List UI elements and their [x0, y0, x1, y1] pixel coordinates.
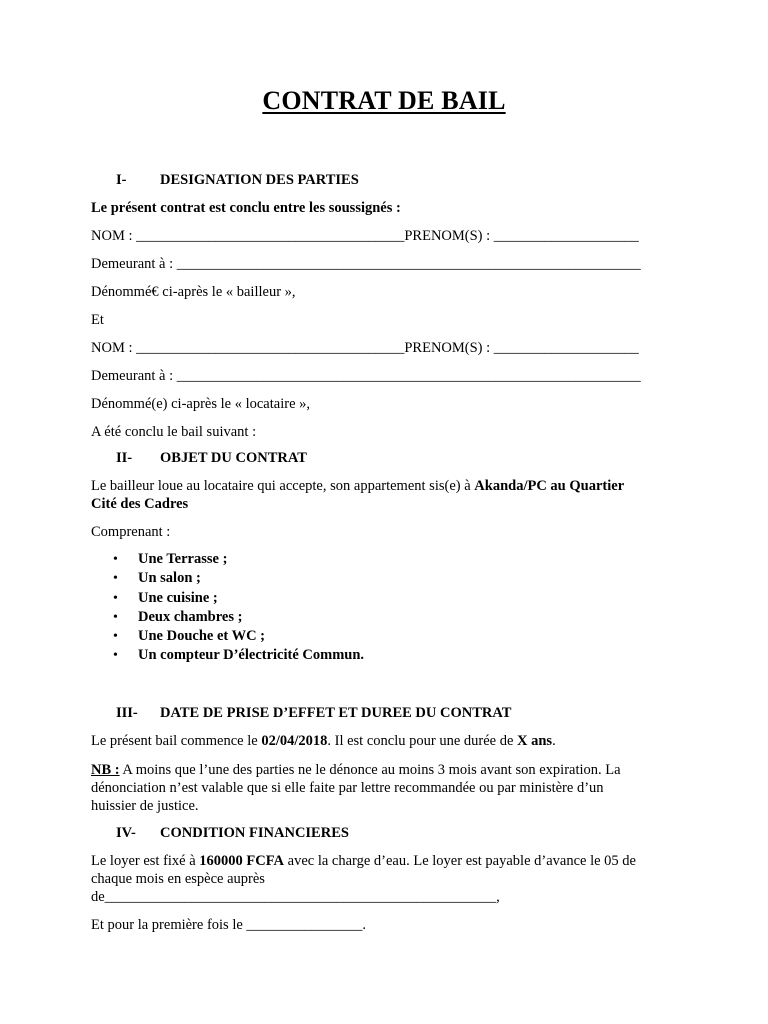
- start-date: 02/04/2018: [261, 733, 328, 749]
- loyer-text: avec la charge d’eau. Le loyer est payable d’avance le 05 de: [284, 853, 636, 869]
- objet-text: Le bailleur loue au locataire qui accepte, son appartement sis(e) à: [91, 478, 475, 494]
- date-text: Le présent bail commence le: [91, 733, 262, 749]
- nb-line1: [91, 762, 621, 779]
- bail-conclu-text: A été conclu le bail suivant :: [91, 424, 257, 440]
- comprenant-label: Comprenant :: [91, 524, 171, 540]
- demeurant-line: Demeurant à : ________________________________________________________________: [91, 368, 641, 384]
- nb-line3: huissier de justice.: [91, 798, 199, 814]
- objet-location: Akanda/PC au Quartier: [474, 478, 625, 494]
- list-item: • Une Terrasse ;: [91, 550, 364, 569]
- et-label: Et: [91, 312, 104, 328]
- loyer-amount: 160000 FCFA: [199, 853, 285, 869]
- list-item: • Un salon ;: [91, 569, 364, 588]
- loyer-line1: [91, 853, 636, 870]
- date-text: . Il est conclu pour une durée de: [327, 733, 518, 749]
- demeurant-line: Demeurant à : ________________________________________________________________: [91, 256, 641, 272]
- loyer-line3: de______________________________________________________,: [91, 889, 500, 905]
- parties-intro: Le présent contrat est conclu entre les soussignés :: [91, 200, 401, 216]
- section-number: II-: [116, 450, 133, 466]
- date-paragraph: [91, 733, 556, 750]
- nb-label: NB :: [91, 762, 120, 778]
- list-item: • Une Douche et WC ;: [91, 627, 364, 646]
- section-number: III-: [116, 705, 138, 721]
- objet-location-line2: Cité des Cadres: [91, 496, 189, 512]
- section-number: I-: [116, 172, 127, 188]
- nb-text: A moins que l’une des parties ne le dénonce au moins 3 mois avant son expiration. La: [119, 762, 621, 778]
- locataire-label: Dénommé(e) ci-après le « locataire »,: [91, 396, 311, 412]
- bailleur-label: Dénommé€ ci-après le « bailleur »,: [91, 284, 296, 300]
- objet-paragraph-line1: [91, 478, 624, 495]
- nb-line2: dénonciation n’est valable que si elle faite par lettre recommandée ou par ministère d’un: [91, 780, 604, 796]
- premiere-fois-line: Et pour la première fois le ________________.: [91, 917, 367, 933]
- nom-prenom-line: NOM : _____________________________________PRENOM(S) : ____________________: [91, 228, 639, 244]
- list-item: • Un compteur D’électricité Commun.: [91, 646, 364, 665]
- section-title: DESIGNATION DES PARTIES: [160, 172, 359, 188]
- list-item: • Une cuisine ;: [91, 589, 364, 608]
- loyer-line2: chaque mois en espèce auprès: [91, 871, 265, 887]
- section-title: OBJET DU CONTRAT: [160, 450, 307, 466]
- nom-prenom-line: NOM : _____________________________________PRENOM(S) : ____________________: [91, 340, 639, 356]
- section-title: DATE DE PRISE D’EFFET ET DUREE DU CONTRAT: [160, 705, 512, 721]
- list-item: • Deux chambres ;: [91, 608, 364, 627]
- loyer-text: Le loyer est fixé à: [91, 853, 200, 869]
- date-text: .: [552, 733, 556, 749]
- duration: X ans: [517, 733, 553, 749]
- rooms-list: [91, 550, 364, 666]
- section-number: IV-: [116, 825, 136, 841]
- document-title: CONTRAT DE BAIL: [262, 86, 506, 115]
- section-title: CONDITION FINANCIERES: [160, 825, 349, 841]
